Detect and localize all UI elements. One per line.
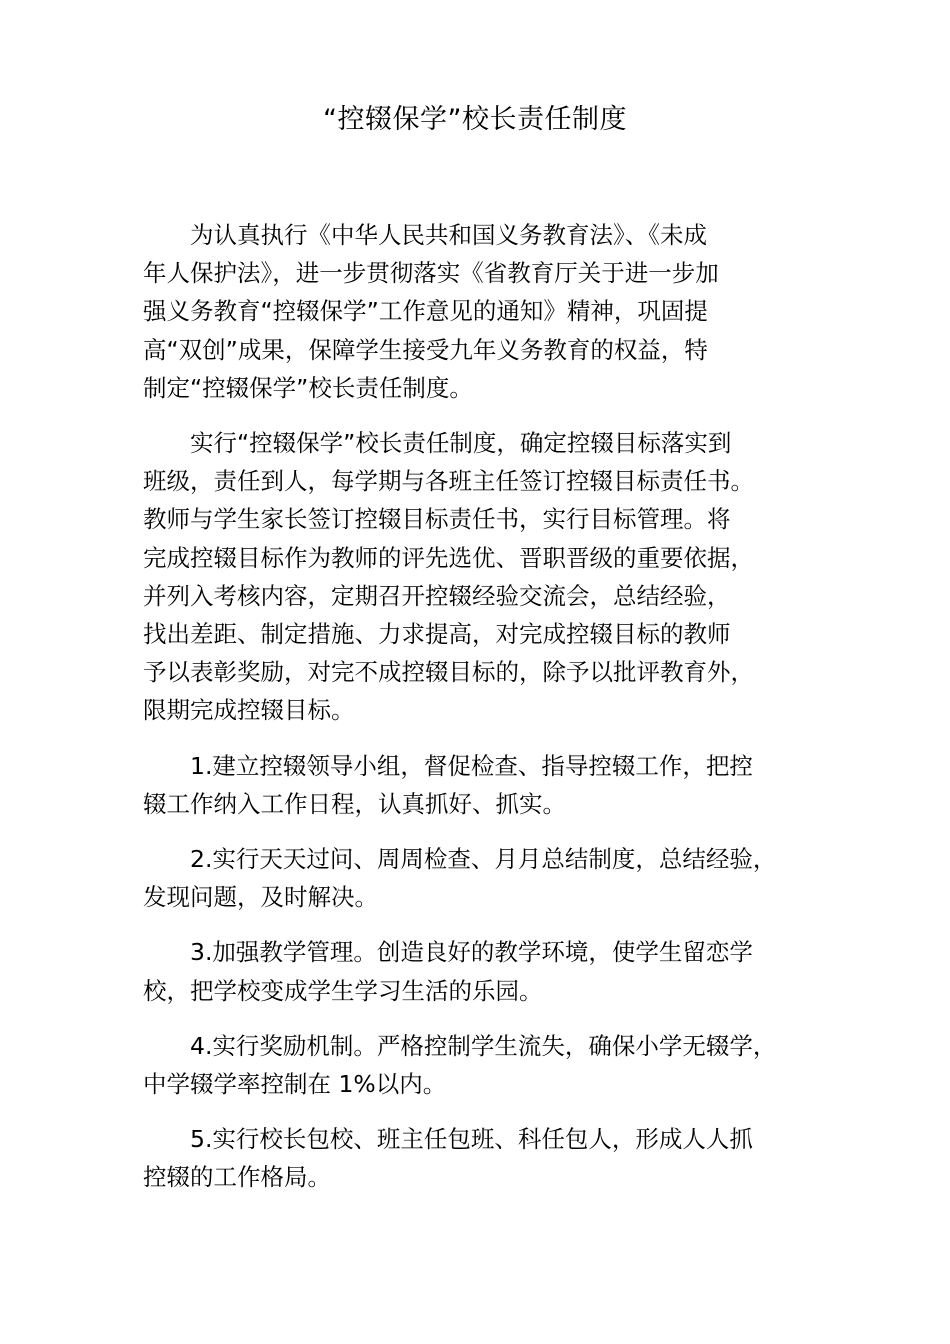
paragraph-line: 完成控辍目标作为教师的评先选优、晋职晋级的重要依据，	[143, 543, 754, 572]
paragraph-line: 并列入考核内容，定期召开控辍经验交流会，总结经验，	[143, 581, 731, 610]
paragraph-line: 中学辍学率控制在 1%以内。	[143, 1070, 447, 1099]
paragraph-line: 年人保护法》，进一步贯彻落实《省教育厅关于进一步加	[143, 259, 719, 288]
document-title: “控辍保学”校长责任制度	[323, 104, 627, 135]
paragraph-line: 制定“控辍保学”校长责任制度。	[143, 373, 473, 402]
paragraph-item-5	[143, 1120, 833, 1196]
paragraph-line: 限期完成控辍目标。	[143, 696, 355, 725]
paragraph-line: 校，把学校变成学生学习生活的乐园。	[143, 976, 543, 1005]
paragraph-item-2	[143, 840, 833, 916]
paragraph-line: 实行“控辍保学”校长责任制度，确定控辍目标落实到	[190, 429, 732, 458]
paragraph-line: 发现问题，及时解决。	[143, 883, 378, 912]
paragraph-item-3	[143, 933, 833, 1009]
document-body	[143, 216, 833, 1214]
paragraph-item-4	[143, 1027, 833, 1103]
paragraph-line: 2.实行天天过问、周周检查、月月总结制度，总结经验，	[190, 845, 777, 874]
paragraph-line: 找出差距、制定措施、力求提高，对完成控辍目标的教师	[143, 620, 731, 649]
paragraph-line: 高“双创”成果，保障学生接受九年义务教育的权益，特	[143, 335, 708, 364]
paragraph-line: 辍工作纳入工作日程，认真抓好、抓实。	[143, 789, 566, 818]
paragraph-line: 予以表彰奖励，对完不成控辍目标的，除予以批评教育外，	[143, 658, 754, 687]
paragraph-intro	[143, 216, 833, 407]
paragraph-line: 1.建立控辍领导小组，督促检查、指导控辍工作，把控	[190, 751, 753, 780]
paragraph-line: 为认真执行《中华人民共和国义务教育法》、《未成	[190, 221, 707, 249]
paragraph-line: 教师与学生家长签订控辍目标责任书，实行目标管理。将	[143, 505, 731, 534]
paragraph-line: 4.实行奖励机制。严格控制学生流失，确保小学无辍学，	[190, 1031, 777, 1060]
paragraph-line: 班级，责任到人，每学期与各班主任签订控辍目标责任书。	[143, 467, 754, 496]
paragraph-line: 5.实行校长包校、班主任包班、科任包人，形成人人抓	[190, 1125, 753, 1154]
paragraph-item-1	[143, 747, 833, 823]
paragraph-responsibility	[143, 424, 833, 730]
paragraph-line: 控辍的工作格局。	[143, 1163, 331, 1192]
paragraph-line: 3.加强教学管理。创造良好的教学环境，使学生留恋学	[190, 938, 753, 967]
paragraph-line: 强义务教育“控辍保学”工作意见的通知》精神，巩固提	[143, 297, 708, 326]
